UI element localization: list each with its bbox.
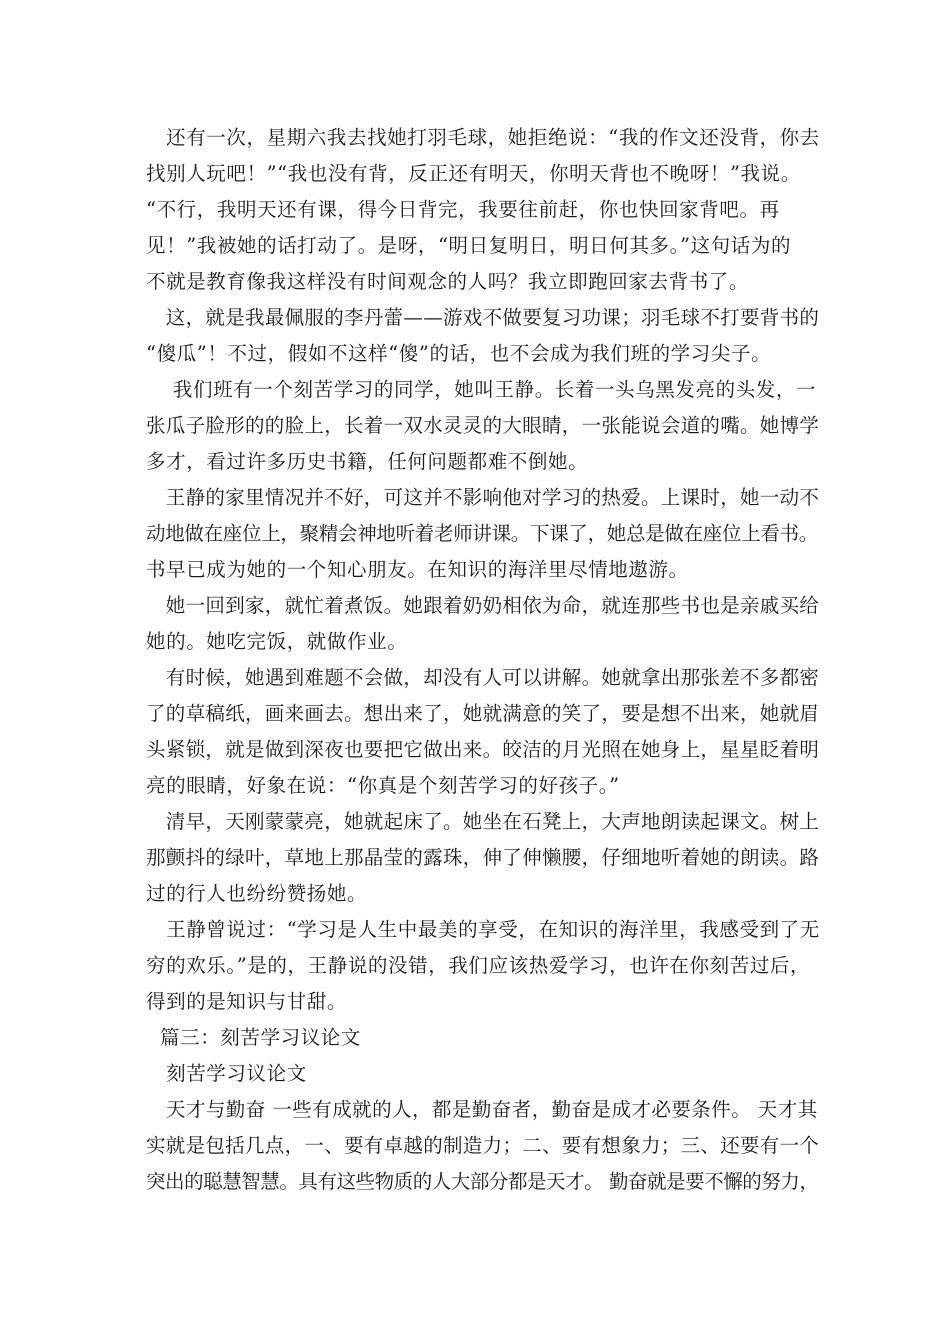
text-line: 清早，天刚蒙蒙亮，她就起床了。她坐在石凳上，大声地朗读起课文。树上 — [146, 810, 820, 833]
text-line: 穷的欢乐。”是的，王静说的没错，我们应该热爱学习，也许在你刻苦过后， — [146, 954, 811, 977]
text-line: 天才与勤奋 一些有成就的人，都是勤奋者，勤奋是成才必要条件。 天才其 — [146, 1098, 818, 1121]
text-line: “傻瓜”！不过，假如不这样“傻”的话，也不会成为我们班的学习尖子。 — [146, 342, 772, 365]
text-line: 王静的家里情况并不好，可这并不影响他对学习的热爱。上课时，她一动不 — [146, 486, 820, 509]
subsection-title: 刻苦学习议论文 — [146, 1062, 307, 1085]
text-line: 头紧锁，就是做到深夜也要把它做出来。皎洁的月光照在她身上，星星眨着明 — [146, 738, 820, 761]
text-line: 了的草稿纸，画来画去。想出来了，她就满意的笑了，要是想不出来，她就眉 — [146, 702, 820, 725]
text-line: 过的行人也纷纷赞扬她。 — [146, 882, 368, 905]
text-line: 实就是包括几点，一、要有卓越的制造力；二、要有想象力；三、还要有一个 — [146, 1134, 820, 1157]
text-line: 还有一次，星期六我去找她打羽毛球，她拒绝说：“我的作文还没背，你去 — [146, 126, 820, 149]
text-line: 我们班有一个刻苦学习的同学，她叫王静。长着一头乌黑发亮的头发，一 — [146, 378, 817, 401]
text-line: 张瓜子脸形的的脸上，长着一双水灵灵的大眼睛，一张能说会道的嘴。她博学 — [146, 414, 820, 437]
text-line: 她的。她吃完饭，就做作业。 — [146, 630, 408, 653]
text-line: 有时候，她遇到难题不会做，却没有人可以讲解。她就拿出那张差不多都密 — [146, 666, 820, 689]
text-line: 得到的是知识与甘甜。 — [146, 990, 348, 1013]
text-line: 这，就是我最佩服的李丹蕾——游戏不做要复习功课；羽毛球不打要背书的 — [146, 306, 820, 329]
text-line: 她一回到家，就忙着煮饭。她跟着奶奶相依为命，就连那些书也是亲戚买给 — [146, 594, 820, 617]
text-line: 亮的眼睛，好象在说：“你真是个刻苦学习的好孩子。” — [146, 774, 620, 797]
text-line: 找别人玩吧！”“我也没有背，反正还有明天，你明天背也不晚呀！”我说。 — [146, 162, 801, 185]
text-line: 书早已成为她的一个知心朋友。在知识的海洋里尽情地遨游。 — [146, 558, 689, 581]
text-line: 突出的聪慧智慧。具有这些物质的人大部分都是天才。 勤奋就是要不懈的努力， — [146, 1170, 819, 1193]
text-line: 那颤抖的绿叶，草地上那晶莹的露珠，伸了伸懒腰，仔细地听着她的朗读。路 — [146, 846, 820, 869]
text-line: 不就是教育像我这样没有时间观念的人吗？我立即跑回家去背书了。 — [146, 270, 750, 293]
text-line: 见！”我被她的话打动了。是呀，“明日复明日，明日何其多。”这句话为的 — [146, 234, 792, 257]
text-line: 多才，看过许多历史书籍，任何问题都难不倒她。 — [146, 450, 589, 473]
section-heading: 篇三：刻苦学习议论文 — [160, 1026, 362, 1049]
text-line: 动地做在座位上，聚精会神地听着老师讲课。下课了，她总是做在座位上看书。 — [146, 522, 819, 545]
text-line: “不行，我明天还有课，得今日背完，我要往前赶，你也快回家背吧。再 — [146, 198, 780, 221]
text-line: 王静曾说过：“学习是人生中最美的享受，在知识的海洋里，我感受到了无 — [146, 918, 820, 941]
